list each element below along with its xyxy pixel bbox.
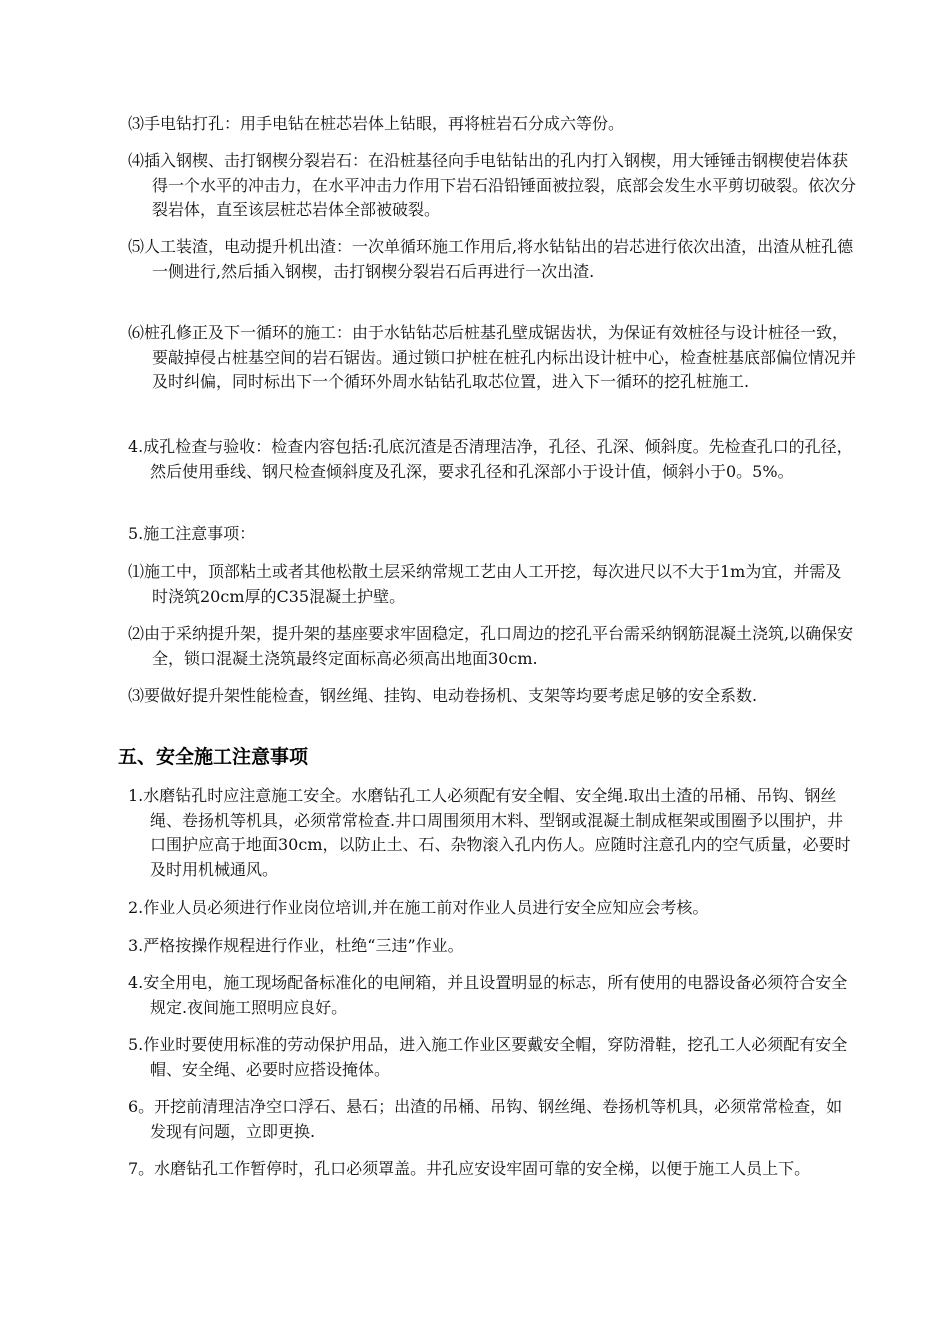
step-6-paragraph: ⑹桩孔修正及下一循环的施工：由于水钻钻芯后桩基孔壁成锯齿状，为保证有效桩径与设计桩径一致，要敲掉侵占桩基空间的岩石锯齿。通过锁口护桩在桩孔内标出设计桩中心，检查桩基底部偏位情况并及时纠偏，同时标出下一个循环外周水钻钻孔取芯位置，进入下一循环的挖孔桩施工. [128, 323, 857, 391]
safety-item-4: 4.安全用电，施工现场配备标准化的电闸箱，并且设置明显的标志，所有使用的电器设备必须符合安全规定.夜间施工照明应良好。 [128, 973, 848, 1017]
note-1-paragraph: ⑴施工中，顶部粘土或者其他松散土层采纳常规工艺由人工开挖，每次进尺以不大于1m为宜，并需及时浇筑20cm厚的C35混凝土护壁。 [128, 562, 842, 606]
step-3-paragraph: ⑶手电钻打孔：用手电钻在桩芯岩体上钻眼，再将桩岩石分成六等份。 [128, 114, 625, 133]
step-4-paragraph: ⑷插入钢楔、击打钢楔分裂岩石：在沿桩基径向手电钻钻出的孔内打入钢楔，用大锤锤击钢楔使岩体获得一个水平的冲击力，在水平冲击力作用下岩石沿铅锤面被拉裂，底部会发生水平剪切破裂。依次分裂岩体，直至该层桩芯岩体全部被破裂。 [128, 151, 857, 219]
safety-item-6: 6。开挖前清理洁净空口浮石、悬石；出渣的吊桶、吊钩、钢丝绳、卷扬机等机具，必须常常检查，如发现有问题，立即更换. [128, 1097, 843, 1141]
note-3-paragraph: ⑶要做好提升架性能检查，钢丝绳、挂钩、电动卷扬机、支架等均要考虑足够的安全系数. [128, 686, 758, 705]
safety-item-5: 5.作业时要使用标准的劳动保护用品，进入施工作业区要戴安全帽，穿防滑鞋，挖孔工人必须配有安全帽、安全绳、必要时应搭设掩体。 [128, 1035, 848, 1079]
construction-notes-title: 5.施工注意事项： [128, 524, 256, 543]
step-5-paragraph: ⑸人工装渣，电动提升机出渣：一次单循环施工作用后,将水钻钻出的岩芯进行依次出渣，出渣从桩孔德一侧进行,然后插入钢楔，击打钢楔分裂岩石后再进行一次出渣. [128, 237, 854, 281]
safety-item-1: 1.水磨钻孔时应注意施工安全。水磨钻孔工人必须配有安全帽、安全绳.取出土渣的吊桶、吊钩、钢丝绳、卷扬机等机具，必须常常检查.井口周围须用木料、型钢或混凝土制成框架或围圈予以围护，井口围护应高于地面30cm，以防止土、石、杂物滚入孔内伤人。应随时注意孔内的空气质量，必要时及时用机械通风。 [128, 786, 851, 879]
safety-item-2: 2.作业人员必须进行作业岗位培训,并在施工前对作业人员进行安全应知应会考核。 [128, 898, 709, 917]
safety-item-3: 3.严格按操作规程进行作业，杜绝“三违”作业。 [128, 936, 464, 955]
section-five-heading: 五、安全施工注意事项 [118, 746, 309, 768]
safety-item-7: 7。水磨钻孔工作暂停时，孔口必须罩盖。井孔应安设牢固可靠的安全梯，以便于施工人员上下。 [128, 1159, 811, 1178]
hole-inspection-paragraph: 4.成孔检查与验收：检查内容包括:孔底沉渣是否清理洁净，孔径、孔深、倾斜度。先检查孔口的孔径，然后使用垂线、钢尺检查倾斜度及孔深，要求孔径和孔深部小于设计值，倾斜小于0。5%。 [128, 437, 853, 481]
note-2-paragraph: ⑵由于采纳提升架，提升架的基座要求牢固稳定，孔口周边的挖孔平台需采纳钢筋混凝土浇筑,以确保安全，锁口混凝土浇筑最终定面标高必须高出地面30cm. [128, 624, 854, 668]
